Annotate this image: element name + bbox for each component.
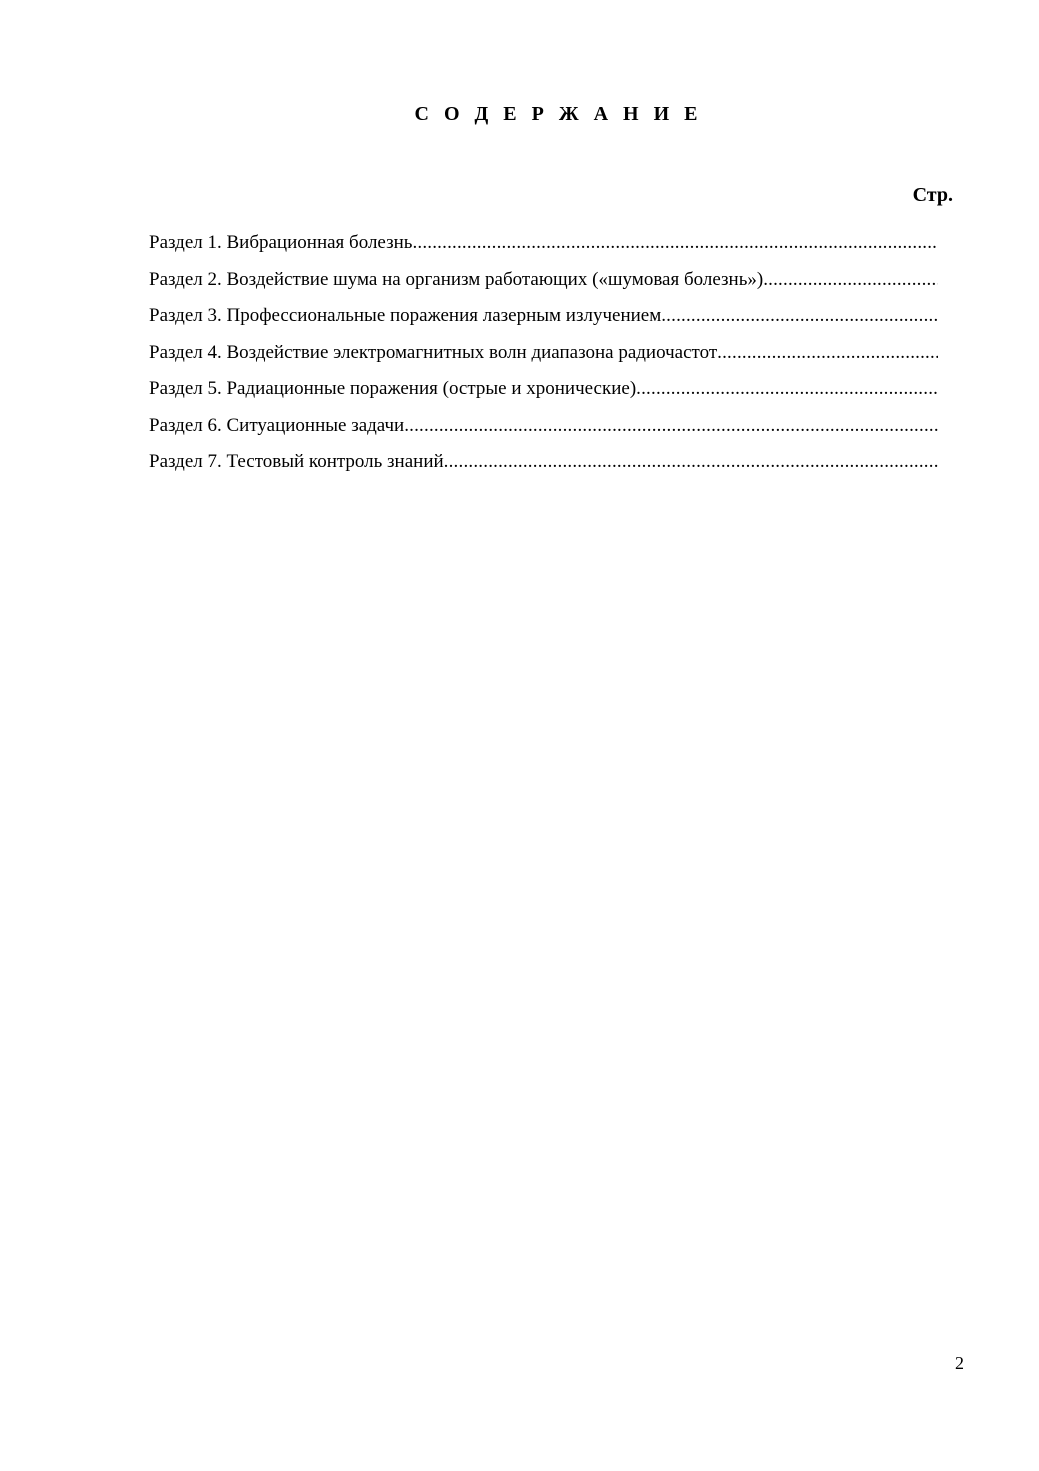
page-number: 2 xyxy=(955,1353,964,1373)
toc-entry xyxy=(149,449,938,486)
toc-entry-label: Раздел 4. Воздействие электромагнитных волн диапазона радиочастот xyxy=(149,341,718,363)
toc-dot-leader xyxy=(444,449,938,475)
toc-entry-label: Раздел 6. Ситуационные задачи xyxy=(149,414,405,436)
toc-heading: С О Д Е Р Ж А Н И Е xyxy=(414,103,703,125)
toc-entry-label: Раздел 2. Воздействие шума на организм работающих («шумовая болезнь») xyxy=(149,268,764,290)
toc-entry-label: Раздел 3. Профессиональные поражения лазерным излучением xyxy=(149,305,662,326)
toc-dot-leader xyxy=(412,230,938,256)
page-column-header: Стр. xyxy=(912,184,953,206)
toc-entry xyxy=(149,376,938,413)
toc-entry-label: Раздел 1. Вибрационная болезнь xyxy=(149,232,413,253)
toc-dot-leader xyxy=(717,340,938,366)
table-of-contents xyxy=(149,230,938,486)
toc-entry xyxy=(149,267,938,304)
toc-entry xyxy=(149,303,938,340)
toc-entry-label: Раздел 7. Тестовый контроль знаний xyxy=(149,451,444,472)
toc-entry xyxy=(149,230,938,267)
toc-entry-label: Раздел 5. Радиационные поражения (острые и хронические) xyxy=(149,378,637,399)
toc-dot-leader xyxy=(661,303,938,329)
toc-entry xyxy=(149,340,938,377)
toc-dot-leader xyxy=(636,376,938,402)
toc-dot-leader xyxy=(763,267,938,293)
toc-dot-leader xyxy=(404,413,938,439)
toc-entry xyxy=(149,413,938,450)
